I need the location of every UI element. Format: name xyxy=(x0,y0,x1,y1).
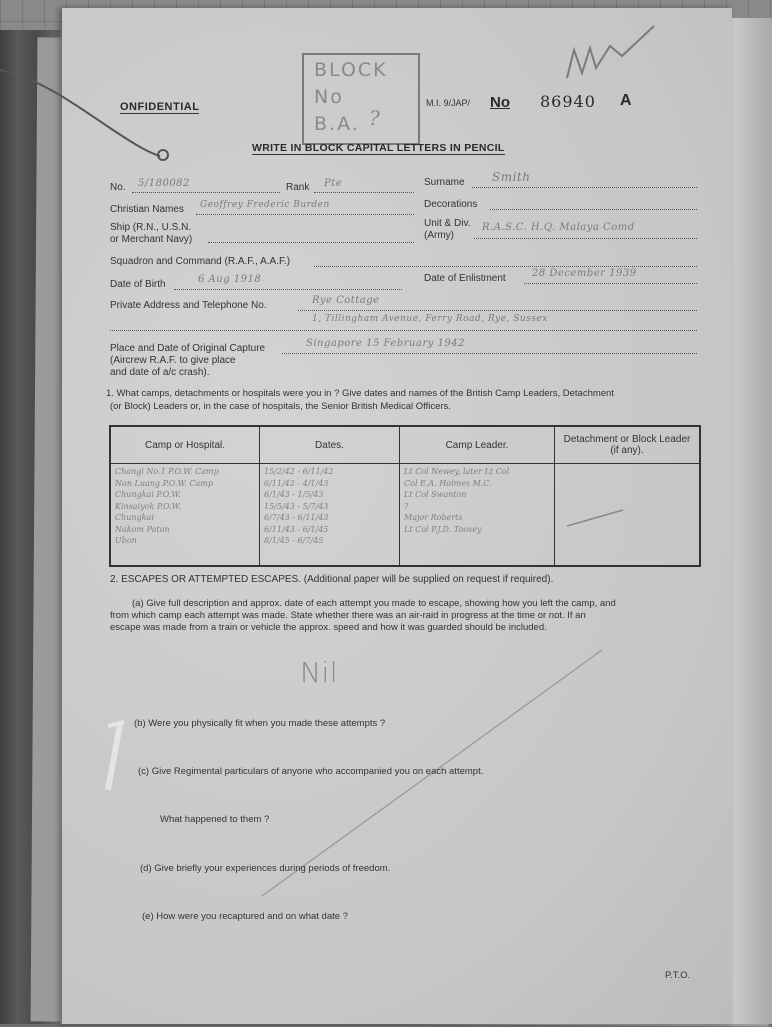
q2a-text-line-1: (a) Give full description and approx. date of each attempt you made to escape, showing how you left the camp, and xyxy=(132,598,616,609)
nil-answer: Nil xyxy=(300,656,339,689)
detachment-column xyxy=(555,464,701,567)
no-label: No. xyxy=(110,182,126,193)
serial-suffix: A xyxy=(620,92,632,109)
serial-number: 86940 xyxy=(540,92,596,111)
leader-entry: ? xyxy=(404,501,409,511)
date-entry: 6/1/43 - 1/5/43 xyxy=(264,490,324,499)
q2c-text: (c) Give Regimental particulars of anyone who accompanied you on each attempt. xyxy=(138,766,484,777)
leader-entry: Lt Col P.J.D. Toosey xyxy=(404,524,482,534)
ship-line xyxy=(208,242,414,243)
q1-text-line-1: 1. What camps, detachments or hospitals were you in ? Give dates and names of the British Camp Leaders, Detachment xyxy=(106,388,614,399)
dob-label: Date of Birth xyxy=(110,279,166,290)
confidential-label: ONFIDENTIAL xyxy=(120,101,200,113)
capture-label: Place and Date of Original Capture (Aircrew R.A.F. to give place and date of a/c crash). xyxy=(110,343,266,378)
col-dates-header: Dates. xyxy=(260,426,400,464)
unit-label: Unit & Div. (Army) xyxy=(424,218,471,241)
leaders-column xyxy=(400,464,555,567)
leader-entry: Lt Col Newey, later Lt Col xyxy=(404,467,510,476)
q2-title: 2. ESCAPES OR ATTEMPTED ESCAPES. (Additional paper will be supplied on request if required). xyxy=(110,574,554,585)
enlistment-value: 28 December 1939 xyxy=(532,268,637,279)
address-label: Private Address and Telephone No. xyxy=(110,300,267,311)
christian-names-label: Christian Names xyxy=(110,204,184,215)
christian-names-value: Geoffrey Frederic Burden xyxy=(200,200,330,210)
form-reference: M.I. 9/JAP/ xyxy=(426,98,471,108)
stamp-handwritten-mark: ? xyxy=(369,106,381,130)
col-camp-header: Camp or Hospital. xyxy=(110,426,260,464)
number-label: No xyxy=(490,94,510,111)
leader-entry: Col E.A. Holmes M.C. xyxy=(404,478,492,488)
camp-entry: Chungkai xyxy=(115,513,154,522)
questionnaire-page xyxy=(62,8,732,1024)
leader-entry: Lt Col Swanton xyxy=(404,490,467,499)
pto-label: P.T.O. xyxy=(665,970,691,981)
col-leader-header: Camp Leader. xyxy=(400,426,555,464)
date-entry: 8/1/45 - 6/7/45 xyxy=(264,536,324,545)
no-line xyxy=(132,192,280,193)
camps-table xyxy=(109,425,701,567)
ship-label: Ship (R.N., U.S.N. or Merchant Navy) xyxy=(110,222,193,245)
dates-column xyxy=(260,464,400,567)
dash-mark xyxy=(563,496,643,536)
address-line-2 xyxy=(110,330,697,331)
dob-value: 6 Aug 1918 xyxy=(198,274,262,285)
date-entry: 15/5/43 - 5/7/43 xyxy=(264,501,329,511)
dob-line xyxy=(174,289,402,290)
squadron-line xyxy=(314,266,697,267)
christian-names-line xyxy=(196,214,414,215)
q2b-text: (b) Were you physically fit when you made these attempts ? xyxy=(134,718,386,729)
date-entry: 6/7/43 - 6/11/43 xyxy=(264,513,329,522)
surname-label: Surname xyxy=(424,177,465,188)
unit-line xyxy=(474,238,697,239)
address-line-1 xyxy=(298,310,697,311)
paper-clip-mark xyxy=(100,720,130,800)
q1-text-line-2: (or Block) Leaders or, in the case of hospitals, the Senior British Medical Officers. xyxy=(110,401,451,412)
leader-entry: Major Roberts xyxy=(404,513,463,522)
camp-entry: Ubon xyxy=(115,536,137,545)
enlistment-line xyxy=(524,283,697,284)
service-number-value: 5/180082 xyxy=(138,178,190,189)
instruction-heading: WRITE IN BLOCK CAPITAL LETTERS IN PENCIL xyxy=(252,142,505,154)
squadron-label: Squadron and Command (R.A.F., A.A.F.) xyxy=(110,256,291,267)
unit-value: R.A.S.C. H.Q. Malaya Comd xyxy=(482,222,635,233)
q2d-text: (d) Give briefly your experiences during periods of freedom. xyxy=(140,863,391,874)
surname-line xyxy=(472,187,697,188)
camp-entry: Kinsaiyok P.O.W. xyxy=(115,501,182,511)
date-entry: 15/2/42 - 6/11/42 xyxy=(264,467,334,476)
col-detachment-header: Detachment or Block Leader (if any). xyxy=(555,426,701,464)
rank-line xyxy=(314,192,414,193)
q2a-text-line-3: escape was made from a train or vehicle the approx. speed and how it was guarded should be included. xyxy=(110,622,547,633)
block-stamp: BLOCK No B.A. xyxy=(302,53,420,145)
surname-value: Smith xyxy=(492,170,531,184)
q2c-sub-text: What happened to them ? xyxy=(160,814,270,825)
camp-entry: Nakom Paton xyxy=(115,524,170,534)
date-entry: 6/11/42 - 4/1/43 xyxy=(264,478,329,488)
address-value-2: 1, Tillingham Avenue, Ferry Road, Rye, Sussex xyxy=(312,314,548,324)
camp-entry: Changi No.1 P.O.W. Camp xyxy=(115,467,219,476)
decorations-label: Decorations xyxy=(424,199,478,210)
rank-value: Pte xyxy=(324,178,343,189)
handwritten-initials xyxy=(562,18,662,88)
rank-label: Rank xyxy=(286,182,310,193)
capture-line xyxy=(282,353,697,354)
camp-entry: Chungkai P.O.W. xyxy=(115,490,181,499)
decorations-line xyxy=(490,209,697,210)
date-entry: 6/11/43 - 6/1/45 xyxy=(264,524,329,534)
address-value-1: Rye Cottage xyxy=(312,295,380,306)
q2a-text-line-2: from which camp each attempt was made. State whether there was an air-raid in progress at the time or not. If an xyxy=(110,610,586,621)
camps-column xyxy=(110,464,260,567)
capture-value: Singapore 15 February 1942 xyxy=(306,338,466,349)
camp-entry: Non Luang P.O.W. Camp xyxy=(115,478,214,488)
q2e-text: (e) How were you recaptured and on what date ? xyxy=(142,911,348,922)
enlistment-label: Date of Enlistment xyxy=(424,273,506,284)
